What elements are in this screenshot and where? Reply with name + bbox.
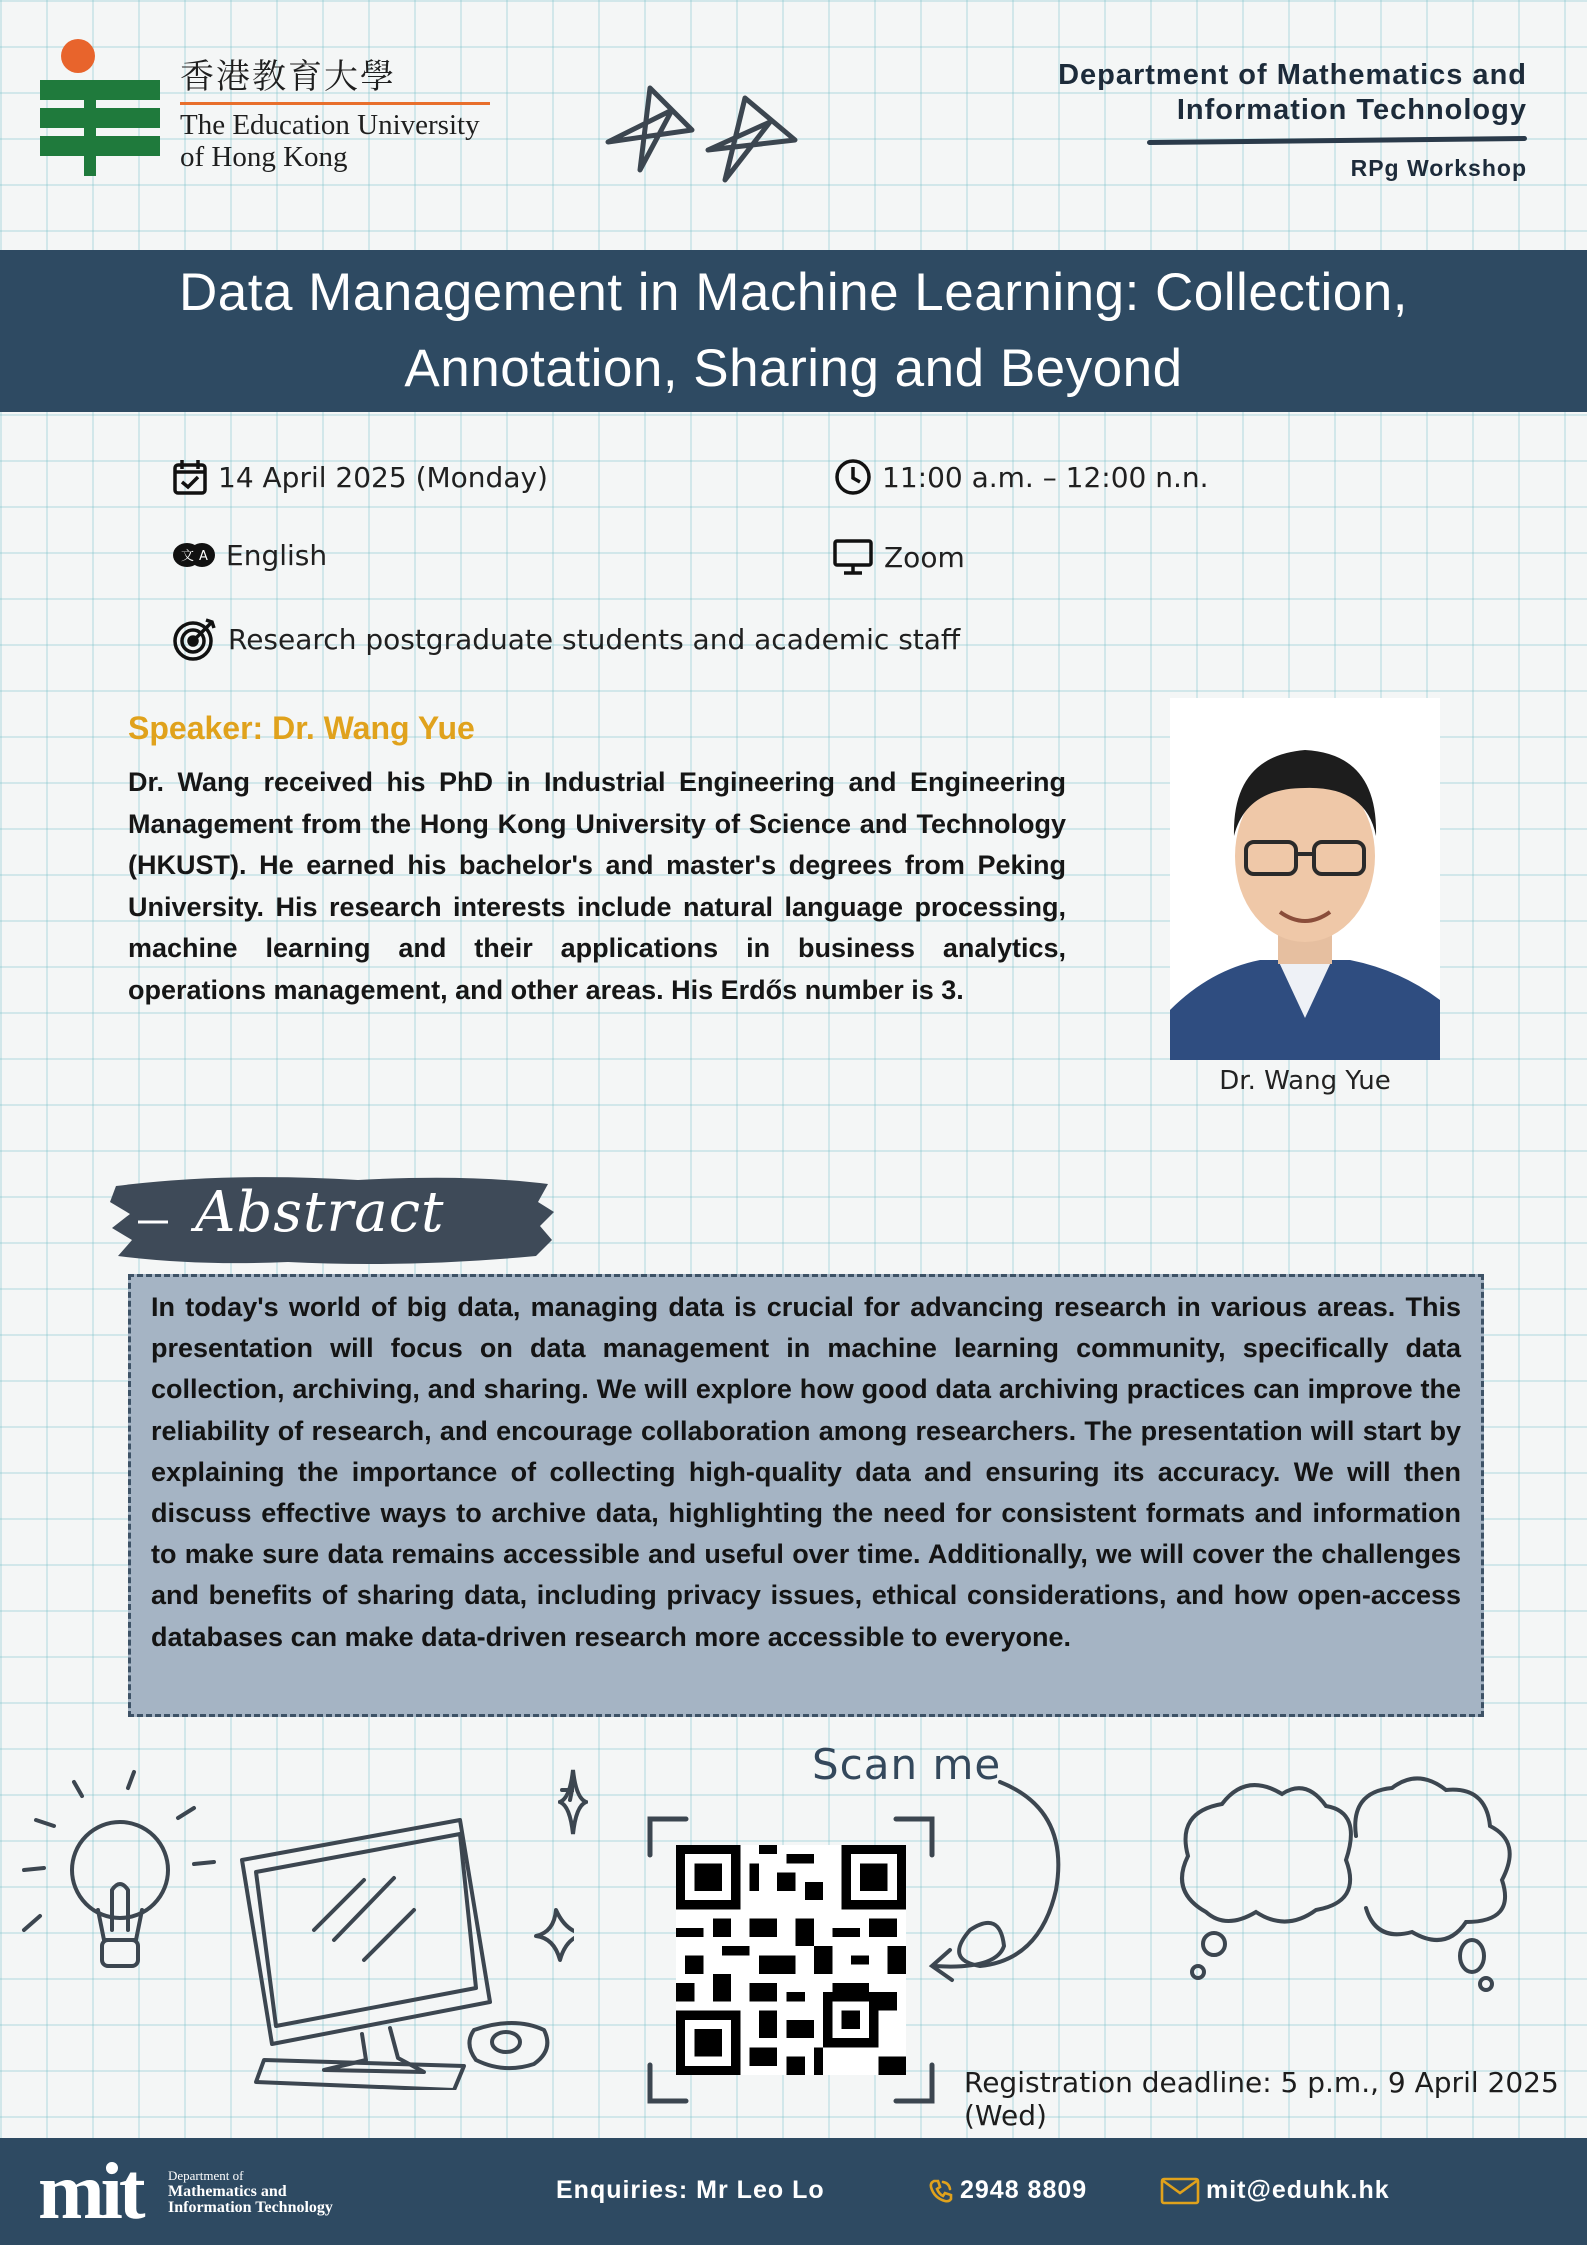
phone-icon — [928, 2178, 954, 2204]
title-band — [0, 250, 1587, 412]
footer-phone[interactable] — [928, 2176, 1087, 2205]
registration-deadline: Registration deadline: 5 p.m., 9 April 2025 (Wed) — [964, 2066, 1559, 2132]
event-time — [834, 458, 1209, 496]
event-title-line1: Data Management in Machine Learning: Collection, — [179, 263, 1408, 322]
event-date — [172, 458, 548, 496]
event-title — [14, 255, 1574, 407]
department-underline — [1147, 136, 1527, 145]
mit-logo-text: mit — [38, 2148, 142, 2236]
speaker-bio: Dr. Wang received his PhD in Industrial Engineering and Engineering Management from the Hong Kong University of Science and Technology (HKUST). He earned his bachelor's and master's degrees from Peking University. His research interests include natural language processing, machine learning and their applications in business analytics, operations management, and other areas. His Erdős number is 3. — [128, 767, 1066, 1005]
footer-email-text: mit@eduhk.hk — [1206, 2176, 1390, 2204]
university-name-rule — [180, 102, 490, 105]
event-platform-text: Zoom — [884, 540, 965, 574]
university-name-en-line2: of Hong Kong — [180, 141, 348, 173]
monitor-icon — [832, 538, 874, 576]
mail-icon — [1160, 2177, 1200, 2205]
mit-logo — [38, 2146, 368, 2238]
workshop-label: RPg Workshop — [1350, 155, 1527, 181]
thought-cloud-icon — [1166, 1772, 1526, 2002]
registration-qr-code[interactable] — [676, 1845, 906, 2075]
event-audience-text: Research postgraduate students and academic staff — [228, 622, 961, 656]
svg-text:A: A — [199, 549, 208, 564]
speaker-photo — [1170, 698, 1440, 1060]
footer-phone-text: 2948 8809 — [960, 2176, 1088, 2204]
university-name-zh: 香港教育大學 — [180, 59, 396, 96]
mit-logo-dept-line1: Department of — [168, 2168, 244, 2183]
department-name-line1: Department of Mathematics and — [1058, 59, 1527, 91]
department-name-line2: Information Technology — [1176, 94, 1527, 126]
speaker-photo-caption: Dr. Wang Yue — [1219, 1066, 1391, 1096]
event-audience — [172, 616, 960, 662]
speaker-heading: Speaker: Dr. Wang Yue — [128, 710, 475, 746]
lightbulb-computer-doodle-icon — [14, 1760, 574, 2090]
event-language — [172, 538, 327, 572]
target-icon — [172, 616, 218, 662]
abstract-box — [128, 1274, 1484, 1717]
calendar-icon — [172, 458, 208, 496]
university-name — [180, 58, 490, 173]
department-header — [1058, 58, 1527, 182]
mit-logo-dept-line3: Information Technology — [168, 2199, 333, 2216]
svg-text:文: 文 — [181, 549, 195, 564]
doodle-stars-icon — [600, 80, 810, 190]
university-name-en-line1: The Education University — [180, 109, 480, 141]
event-language-text: English — [226, 538, 328, 572]
event-platform — [832, 538, 965, 576]
sparkle-icon — [558, 1768, 588, 1836]
eduhk-logo — [40, 38, 160, 178]
mit-logo-dept-line2: Mathematics and — [168, 2183, 287, 2200]
scan-me-label: Scan me — [812, 1740, 1002, 1789]
event-title-line2: Annotation, Sharing and Beyond — [404, 339, 1183, 398]
abstract-text: In today's world of big data, managing data is crucial for advancing research in various areas. This presentation will focus on data management in machine learning community, specifically data collection, archiving, and sharing. We will explore how good data archiving practices can improve the reliability of research, and encourage collaboration among researchers. The presentation will start by explaining the importance of collecting high-quality data and ensuring its accuracy. We will then discuss effective ways to archive data, highlighting the need for consistent formats and information to make sure data remains accessible and useful over time. Additionally, we will cover the challenges and benefits of sharing data, including privacy issues, ethical considerations, and how open-access databases can make data-driven research more accessible to everyone. — [151, 1292, 1461, 1652]
clock-icon — [834, 458, 872, 496]
footer-email[interactable] — [1160, 2176, 1390, 2205]
event-date-text: 14 April 2025 (Monday) — [218, 460, 548, 494]
mit-logo-department — [168, 2168, 333, 2216]
abstract-label: Abstract — [195, 1180, 445, 1245]
language-icon — [172, 538, 216, 572]
footer-enquiries: Enquiries: Mr Leo Lo — [556, 2176, 825, 2204]
event-time-text: 11:00 a.m. – 12:00 n.n. — [882, 460, 1209, 494]
